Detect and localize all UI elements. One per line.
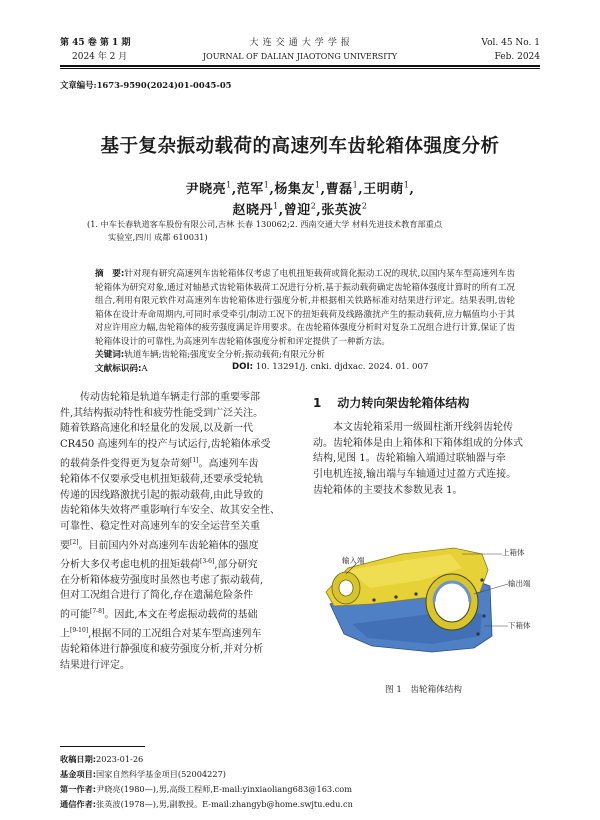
author-name: 王明萌 [363, 182, 404, 197]
footnote-received [60, 752, 143, 768]
author-separator: , [269, 182, 275, 197]
first-author-label: 第一作者: [60, 784, 97, 794]
footnote-fund [60, 767, 226, 783]
text-line: 件,其结构振动特性和疲劳性能受到广泛关注。 [60, 407, 264, 419]
input-end-bore [339, 580, 353, 596]
author-name: 曹磊 [325, 182, 353, 197]
header-rule-thin [60, 68, 540, 69]
label-input-end: 输入端 [342, 556, 365, 565]
received-value: 2023-01-26 [96, 754, 144, 764]
author-affiliation-mark: 1 [403, 180, 410, 190]
text-line: 轮箱体不仅要承受电机扭矩载荷,还要承受轮轨 [60, 473, 264, 485]
text-line: 要[2]。目前国内外对高速列车齿轮箱体的强度 [60, 538, 259, 551]
keywords [95, 348, 325, 360]
abstract-block [95, 268, 515, 350]
figure-1 [312, 540, 542, 658]
header-journal-en: JOURNAL OF DALIAN JIAOTONG UNIVERSITY [202, 52, 398, 61]
received-label: 收稿日期: [60, 754, 97, 764]
text-line: 齿轮箱体进行静强度和疲劳强度分析,并对分析 [60, 644, 264, 656]
author-affiliation-mark: 1 [314, 180, 321, 190]
author-affiliation-mark: 1 [352, 180, 359, 190]
abstract-text: 针对现有研究高速列车齿轮箱体仅考虑了电机扭矩载荷或简化振动工况的现状,以国内某车型高速列车齿轮箱体为研究对象,通过对轴悬式齿轮箱体载荷工况进行分析,基于振动载荷确定齿轮箱体强度计算时的所有工况组合,利用有限元软件对高速列车齿轮箱体进行强度分析,并根据相关铁路标准对结果进行评定。结果表明,齿轮箱体在设计寿命周期内,可同时承受牵引/制动工况下的扭矩载荷及线路激扰产生的振动载荷,应力幅值均小于其对应许用应力幅,齿轮箱体的疲劳强度满足许用要求。在齿轮箱体强度分析时对复杂工况组合进行计算,保证了齿轮箱体设计的可靠性,为高速列车齿轮箱体强度分析和评定提供了一种新方法。 [95, 269, 516, 347]
fund-label: 基金项目: [60, 769, 97, 779]
text-line: 分析大多仅考虑电机的扭矩载荷[3-6],部分研究 [60, 557, 258, 571]
text-line: 在分析箱体疲劳强度时虽然也考虑了振动载荷, [60, 574, 264, 586]
label-lower-housing: 下箱体 [508, 621, 531, 630]
keywords-text: 轨道车辆;齿轮箱;强度安全分析;振动载荷;有限元分析 [124, 350, 325, 360]
corresponding-value: 张英波(1978—),男,副教授。E-mail:zhangyb@home.swjtu.edu.cn [96, 799, 353, 809]
text-line: CR450 高速列车的投产与试运行,齿轮箱体承受 [60, 439, 271, 451]
affiliation-line-2: 实验室,四川 成都 610031) [108, 232, 208, 242]
text-line: 传递的因线路激扰引起的振动载荷,由此导致的 [60, 489, 264, 501]
text-line: 上[9-10],根据不同的工况组合对某车型高速列车 [60, 627, 262, 640]
label-output-end: 输出端 [508, 579, 531, 588]
citation-ref[interactable]: [1] [190, 456, 199, 464]
abstract-label: 摘 要: [95, 269, 125, 279]
paper-title: 基于复杂振动载荷的高速列车齿轮箱体强度分析 [100, 136, 500, 157]
text-line: 结果进行评定。 [60, 659, 130, 671]
author-name: 范军 [236, 182, 264, 197]
section-1-title: 动力转向架齿轮箱体结构 [337, 396, 470, 410]
text-line: 齿轮箱体的主要技术参数见表 1。 [313, 484, 463, 496]
header-vol-issue-cn: 第 45 卷 第 1 期 [60, 38, 131, 48]
text-line: 引电机连接,输出端与车轴通过过盈方式连接。 [313, 469, 517, 481]
author-separator: , [320, 182, 326, 197]
doi-link[interactable]: 10. 13291/j. cnki. djdxac. 2024. 01. 007 [255, 362, 429, 372]
fund-value: 国家自然科学基金项目(52004227) [96, 769, 226, 779]
text-line: 传动齿轮箱是轨道车辆走行部的重要零部 [60, 392, 260, 403]
section-1-number: 1 [313, 396, 322, 410]
header-rule-thick [60, 65, 540, 67]
text-line: 的载荷条件变得更为复杂苛刻[1]。高速列车齿 [60, 456, 259, 470]
author-affiliation-mark: 1 [273, 201, 279, 211]
author-separator: , [231, 182, 237, 197]
clc-label: 文献标识码: [95, 364, 142, 374]
section-1-heading [313, 394, 469, 411]
author-affiliation-mark: 1 [226, 180, 232, 190]
section-1-body [313, 420, 541, 499]
author-line-1 [60, 178, 540, 197]
citation-ref[interactable]: [2] [70, 538, 79, 546]
clc-value: A [141, 364, 148, 374]
author-name: 赵晓丹 [232, 203, 274, 218]
affiliation-line-1: (1. 中车长春轨道客车股份有限公司,吉林 长春 130062;2. 西南交通大学 材料先进技术教育部重点 [87, 219, 443, 229]
first-author-value: 尹晓亮(1980—),男,高级工程师,E-mail:yinxiaoliang683@163.com [96, 784, 352, 794]
footnote-rule [60, 746, 145, 747]
text-line: 可靠性、稳定性对高速列车的安全运营至关重 [60, 520, 260, 532]
author-separator: , [316, 203, 322, 218]
left-column-body [60, 390, 295, 674]
author-name: 杨集友 [274, 182, 315, 197]
author-name: 尹晓亮 [185, 182, 227, 197]
header-date-cn: 2024 年 2 月 [72, 52, 128, 62]
text-line: 的可能[7-8]。因此,本文在考虑振动载荷的基础 [60, 608, 258, 621]
header-date-en: Feb. 2024 [494, 52, 540, 62]
clc-code [95, 362, 148, 374]
author-affiliation-mark: 2 [310, 201, 317, 211]
text-line: 随着铁路高速化和轻量化的发展,以及新一代 [60, 423, 254, 435]
author-affiliation-mark: 2 [361, 201, 368, 211]
footnote-corresponding [60, 797, 353, 813]
doi-label: DOI: [232, 362, 254, 372]
header-journal-cn: 大 连 交 通 大 学 学 报 [249, 38, 351, 48]
header-vol-issue-en: Vol. 45 No. 1 [481, 38, 540, 48]
author-separator: , [409, 182, 415, 197]
text-line: 结构,见图 1。齿轮箱输入端通过联轴器与牵 [313, 453, 506, 465]
citation-ref[interactable]: [7-8] [90, 608, 105, 616]
author-name: 曾迎 [283, 203, 311, 218]
text-line: 动。齿轮箱体是由上箱体和下箱体组成的分体式 [313, 437, 523, 449]
author-separator: , [358, 182, 364, 197]
footnote-first-author [60, 782, 352, 798]
citation-ref[interactable]: [9-10] [70, 627, 89, 635]
doi [232, 362, 428, 372]
author-affiliation-mark: 1 [263, 180, 270, 190]
article-number: 文章编号:1673-9590(2024)01-0045-05 [60, 80, 232, 90]
author-name: 张英波 [321, 203, 362, 218]
figure-1-caption: 图 1 齿轮箱体结构 [385, 685, 462, 695]
text-line: 但对工况组合进行了简化,存在遗漏危险条件 [60, 590, 254, 602]
text-line: 齿轮箱体失效将严重影响行车安全、故其安全性、 [60, 505, 280, 517]
text-line: 本文齿轮箱采用一级圆柱渐开线斜齿轮传 [313, 422, 513, 433]
author-separator: , [278, 203, 284, 218]
corresponding-label: 通信作者: [60, 799, 97, 809]
author-line-2 [60, 199, 540, 218]
citation-ref[interactable]: [3-6] [200, 557, 215, 565]
keywords-label: 关键词: [95, 350, 125, 360]
label-upper-housing: 上箱体 [502, 548, 525, 557]
